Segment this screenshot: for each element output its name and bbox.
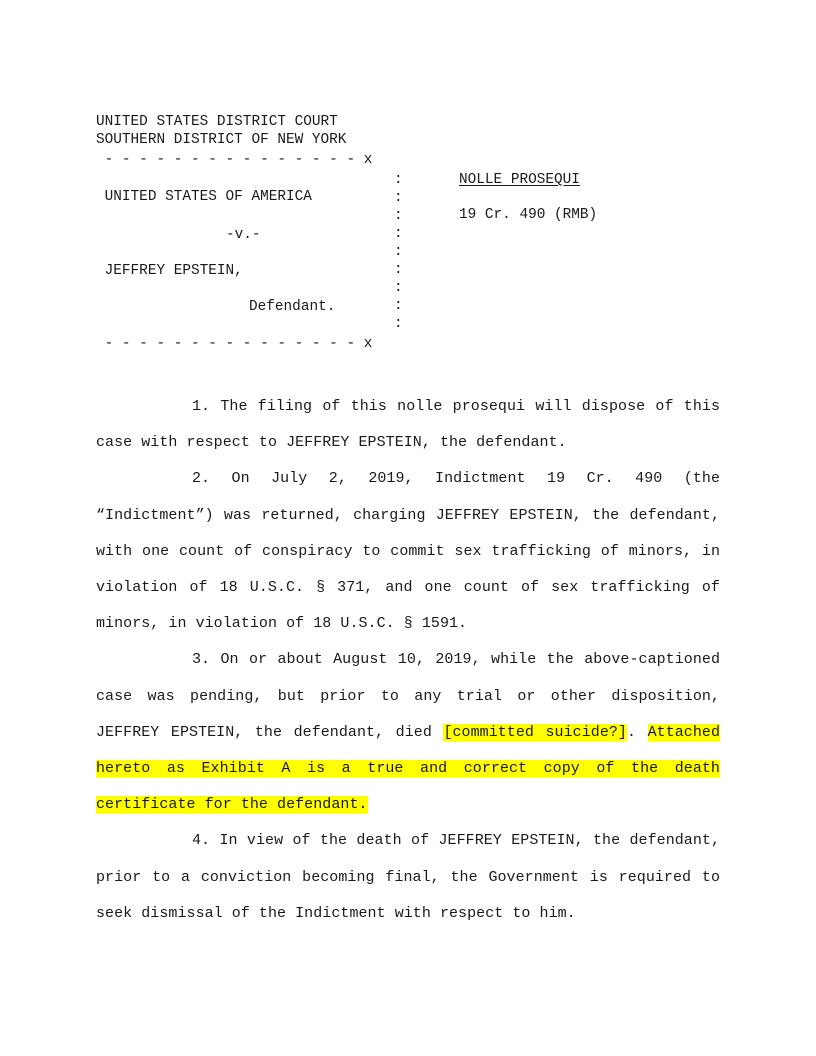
paragraph-1: 1. The filing of this nolle prosequi will dispose of this case with respect to JEFFREY EPSTEIN, the defendant. <box>96 398 720 452</box>
court-name: UNITED STATES DISTRICT COURT <box>96 114 338 130</box>
caption-colon: : <box>394 226 403 242</box>
caption-colon: : <box>394 208 403 224</box>
defendant-label: Defendant. <box>249 299 336 315</box>
document-title: NOLLE PROSEQUI <box>459 172 580 188</box>
caption-colon: : <box>394 298 403 314</box>
caption-colon: : <box>394 190 403 206</box>
versus-label: -v.- <box>226 227 261 243</box>
caption-colon: : <box>394 316 403 332</box>
caption-colon: : <box>394 280 403 296</box>
paragraph-2: 2. On July 2, 2019, Indictment 19 Cr. 490 (the “Indictment”) was returned, charging JEFFREY EPSTEIN, the defendant, with one count of conspiracy to commit sex trafficking of minors, in violation of 18 U.S.C. § 371, and one count of sex trafficking of minors, in violation of 18 U.S.C. § 1591. <box>96 470 720 633</box>
party-defendant: JEFFREY EPSTEIN, <box>96 263 243 279</box>
paragraph-3-period: . <box>626 723 648 741</box>
caption-rule-top: - - - - - - - - - - - - - - - x <box>96 152 373 168</box>
caption-colon: : <box>394 262 403 278</box>
caption-colon: : <box>394 172 403 188</box>
highlighted-exhibit-note: Attached hereto as Exhibit A is a true and correct copy of the death certificate for the defendant. <box>96 723 721 814</box>
highlighted-annotation: [committed suicide?] <box>443 723 627 741</box>
party-plaintiff: UNITED STATES OF AMERICA <box>96 189 312 205</box>
court-district: SOUTHERN DISTRICT OF NEW YORK <box>96 132 347 148</box>
document-body <box>96 389 720 932</box>
paragraph-3 <box>96 642 720 823</box>
paragraph-4: 4. In view of the death of JEFFREY EPSTEIN, the defendant, prior to a conviction becoming final, the Government is required to seek dismissal of the Indictment with respect to him. <box>96 832 720 922</box>
caption-rule-bottom: - - - - - - - - - - - - - - - x <box>96 336 373 352</box>
case-number: 19 Cr. 490 (RMB) <box>459 207 598 223</box>
paragraph-3-text: 3. On or about August 10, 2019, while the above-captioned case was pending, but prior to any trial or other disposition, JEFFREY EPSTEIN, the defendant, died <box>96 651 720 741</box>
caption-colon: : <box>394 244 403 260</box>
